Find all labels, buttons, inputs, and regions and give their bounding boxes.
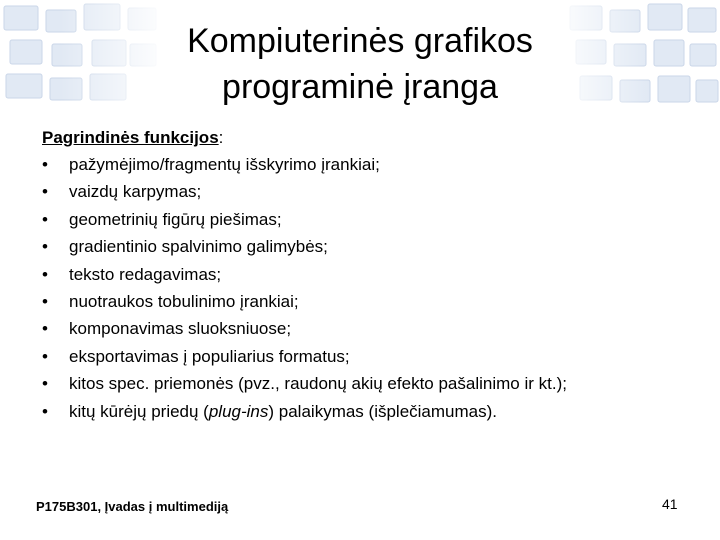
list-item-text: kitos spec. priemonės (pvz., raudonų akių efekto pašalinimo ir kt.); [69, 374, 567, 394]
list-item-text: komponavimas sluoksniuose; [69, 319, 292, 339]
bullet-icon: • [42, 182, 48, 202]
list-item [42, 315, 682, 342]
title-line-1: Kompiuterinės grafikos [187, 22, 533, 60]
list-item-text: gradientinio spalvinimo galimybės; [69, 237, 328, 257]
list-item [42, 370, 682, 397]
decor-bottom-mask [0, 108, 720, 122]
list-item [42, 261, 682, 288]
list-item [42, 206, 682, 233]
list-item-text: eksportavimas į populiarius formatus; [69, 346, 350, 366]
slide-content [42, 124, 682, 425]
bullet-icon: • [42, 346, 48, 366]
list-item [42, 233, 682, 260]
page-number: 41 [662, 496, 678, 512]
bullet-icon: • [42, 374, 48, 394]
list-item [42, 151, 682, 178]
title-line-2: programinė įranga [222, 68, 498, 106]
list-item-text: geometrinių figūrų piešimas; [69, 209, 282, 229]
feature-list [42, 151, 682, 425]
list-item-italic-term: plug-ins [208, 401, 269, 421]
list-item-text-before: kitų kūrėjų priedų ( [69, 401, 209, 421]
slide-title [100, 18, 620, 110]
list-item-text: nuotraukos tobulinimo įrankiai; [69, 291, 299, 311]
list-item-text-after: ) palaikymas (išplečiamumas). [268, 401, 498, 421]
list-item [42, 178, 682, 205]
list-item [42, 343, 682, 370]
bullet-icon: • [42, 264, 48, 284]
bullet-icon: • [42, 291, 48, 311]
heading-colon: : [218, 128, 224, 147]
list-item-text: teksto redagavimas; [69, 264, 222, 284]
section-heading [42, 124, 682, 151]
bullet-icon: • [42, 319, 48, 339]
list-item-text: pažymėjimo/fragmentų išskyrimo įrankiai; [69, 155, 380, 174]
bullet-icon: • [42, 209, 48, 229]
heading-text: Pagrindinės funkcijos [42, 128, 219, 147]
list-item-text: vaizdų karpymas; [69, 182, 202, 202]
bullet-icon: • [42, 401, 48, 421]
list-item [42, 288, 682, 315]
bullet-icon: • [42, 237, 48, 257]
slide-footer: P175B301, Įvadas į multimediją [36, 499, 229, 514]
bullet-icon: • [42, 155, 48, 174]
list-item [42, 398, 682, 425]
